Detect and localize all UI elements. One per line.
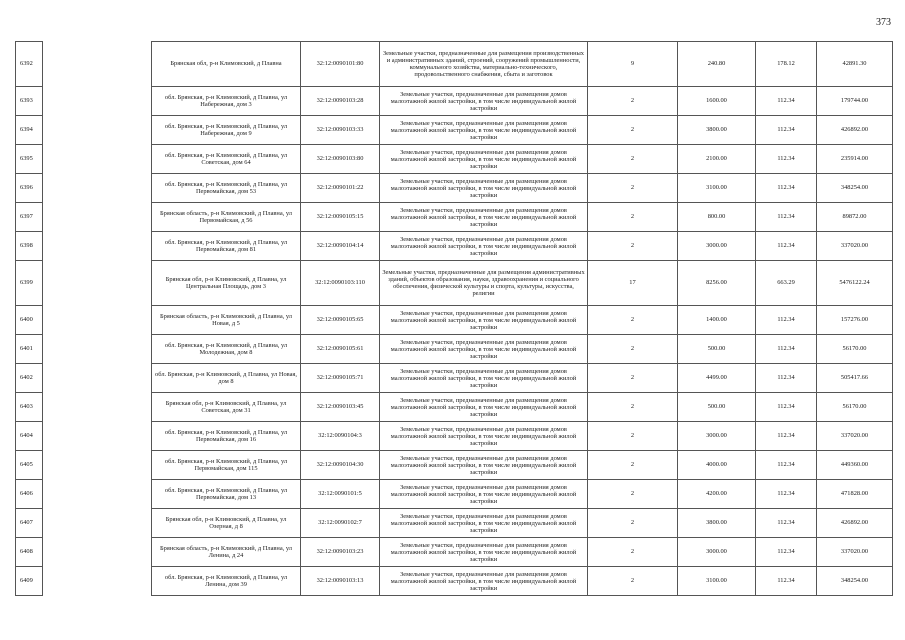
land-use-cell: Земельные участки, предназначенные для размещения домов малоэтажной жилой застройки, в том числе индивидуальной жилой застройки xyxy=(380,451,588,480)
address-cell: обл. Брянская, р-н Климовский, д Плавна, ул Новая, дом 8 xyxy=(152,364,301,393)
area-cell: 3100.00 xyxy=(678,567,756,596)
rate-cell: 112.34 xyxy=(756,393,817,422)
cadastral-number-cell: 32:12:0090105:65 xyxy=(301,306,380,335)
area-cell: 3100.00 xyxy=(678,174,756,203)
table-row xyxy=(16,567,893,596)
rate-cell: 112.34 xyxy=(756,203,817,232)
area-cell: 3000.00 xyxy=(678,422,756,451)
address-cell: Брянская область, р-н Климовский, д Плавна, ул Новая, д 5 xyxy=(152,306,301,335)
row-number: 6408 xyxy=(16,538,43,567)
cadastral-value-cell: 449360.00 xyxy=(817,451,893,480)
cadastral-number-cell: 32:12:0090105:15 xyxy=(301,203,380,232)
area-cell: 1600.00 xyxy=(678,87,756,116)
empty-cell xyxy=(43,422,152,451)
address-cell: обл. Брянская, р-н Климовский, д Плавна, ул Первомайская, дом 53 xyxy=(152,174,301,203)
empty-cell xyxy=(43,567,152,596)
cadastral-number-cell: 32:12:0090103:80 xyxy=(301,145,380,174)
table-row xyxy=(16,393,893,422)
cadastral-value-cell: 337020.00 xyxy=(817,538,893,567)
address-cell: Брянская обл, р-н Климовский, д Плавна xyxy=(152,42,301,87)
group-cell: 2 xyxy=(588,145,678,174)
row-number: 6398 xyxy=(16,232,43,261)
cadastral-value-cell: 5476122.24 xyxy=(817,261,893,306)
group-cell: 2 xyxy=(588,567,678,596)
rate-cell: 112.34 xyxy=(756,509,817,538)
group-cell: 2 xyxy=(588,393,678,422)
land-use-cell: Земельные участки, предназначенные для размещения производственных и административных зданий, строений, сооружений промышленности, коммунального хозяйства, материально-технического, продовольственного снабжения, сбыта и заготовок xyxy=(380,42,588,87)
address-cell: обл. Брянская, р-н Климовский, д Плавна, ул Первомайская, дом 13 xyxy=(152,480,301,509)
table-row xyxy=(16,335,893,364)
empty-cell xyxy=(43,42,152,87)
cadastral-number-cell: 32:12:0090103:23 xyxy=(301,538,380,567)
empty-cell xyxy=(43,87,152,116)
cadastral-number-cell: 32:12:0090101:5 xyxy=(301,480,380,509)
table-row xyxy=(16,509,893,538)
address-cell: Брянская обл, р-н Климовский, д Плавна, ул Центральная Площадь, дом 3 xyxy=(152,261,301,306)
address-cell: обл. Брянская, р-н Климовский, д Плавна, ул Первомайская, дом 16 xyxy=(152,422,301,451)
area-cell: 8256.00 xyxy=(678,261,756,306)
cadastral-value-table xyxy=(15,41,893,596)
rate-cell: 112.34 xyxy=(756,422,817,451)
area-cell: 3800.00 xyxy=(678,116,756,145)
group-cell: 2 xyxy=(588,422,678,451)
rate-cell: 112.34 xyxy=(756,87,817,116)
empty-cell xyxy=(43,364,152,393)
rate-cell: 112.34 xyxy=(756,145,817,174)
cadastral-number-cell: 32:12:0090103:45 xyxy=(301,393,380,422)
cadastral-number-cell: 32:12:0090104:14 xyxy=(301,232,380,261)
rate-cell: 112.34 xyxy=(756,567,817,596)
group-cell: 2 xyxy=(588,306,678,335)
table-body xyxy=(16,42,893,596)
land-use-cell: Земельные участки, предназначенные для размещения домов малоэтажной жилой застройки, в том числе индивидуальной жилой застройки xyxy=(380,145,588,174)
area-cell: 240.80 xyxy=(678,42,756,87)
row-number: 6399 xyxy=(16,261,43,306)
table-row xyxy=(16,116,893,145)
area-cell: 500.00 xyxy=(678,335,756,364)
area-cell: 2100.00 xyxy=(678,145,756,174)
land-use-cell: Земельные участки, предназначенные для размещения домов малоэтажной жилой застройки, в том числе индивидуальной жилой застройки xyxy=(380,509,588,538)
table-row xyxy=(16,451,893,480)
table-row xyxy=(16,422,893,451)
empty-cell xyxy=(43,261,152,306)
table-row xyxy=(16,203,893,232)
rate-cell: 112.34 xyxy=(756,232,817,261)
group-cell: 2 xyxy=(588,509,678,538)
empty-cell xyxy=(43,509,152,538)
table-row xyxy=(16,480,893,509)
cadastral-value-cell: 505417.66 xyxy=(817,364,893,393)
cadastral-number-cell: 32:12:0090104:30 xyxy=(301,451,380,480)
cadastral-number-cell: 32:12:0090103:28 xyxy=(301,87,380,116)
land-use-cell: Земельные участки, предназначенные для размещения домов малоэтажной жилой застройки, в том числе индивидуальной жилой застройки xyxy=(380,538,588,567)
rate-cell: 112.34 xyxy=(756,306,817,335)
rate-cell: 112.34 xyxy=(756,538,817,567)
land-use-cell: Земельные участки, предназначенные для размещения домов малоэтажной жилой застройки, в том числе индивидуальной жилой застройки xyxy=(380,232,588,261)
land-use-cell: Земельные участки, предназначенные для размещения домов малоэтажной жилой застройки, в том числе индивидуальной жилой застройки xyxy=(380,335,588,364)
row-number: 6393 xyxy=(16,87,43,116)
area-cell: 3000.00 xyxy=(678,538,756,567)
cadastral-number-cell: 32:12:0090104:3 xyxy=(301,422,380,451)
cadastral-number-cell: 32:12:0090101:22 xyxy=(301,174,380,203)
empty-cell xyxy=(43,232,152,261)
group-cell: 2 xyxy=(588,538,678,567)
land-use-cell: Земельные участки, предназначенные для размещения домов малоэтажной жилой застройки, в том числе индивидуальной жилой застройки xyxy=(380,174,588,203)
group-cell: 2 xyxy=(588,203,678,232)
address-cell: обл. Брянская, р-н Климовский, д Плавна, ул Набережная, дом 9 xyxy=(152,116,301,145)
cadastral-value-cell: 179744.00 xyxy=(817,87,893,116)
rate-cell: 112.34 xyxy=(756,451,817,480)
address-cell: обл. Брянская, р-н Климовский, д Плавна, ул Ленина, дом 39 xyxy=(152,567,301,596)
address-cell: обл. Брянская, р-н Климовский, д Плавна, ул Советская, дом 64 xyxy=(152,145,301,174)
rate-cell: 112.34 xyxy=(756,174,817,203)
row-number: 6406 xyxy=(16,480,43,509)
empty-cell xyxy=(43,203,152,232)
row-number: 6400 xyxy=(16,306,43,335)
cadastral-value-cell: 56170.00 xyxy=(817,335,893,364)
cadastral-value-cell: 337020.00 xyxy=(817,422,893,451)
cadastral-number-cell: 32:12:0090101:80 xyxy=(301,42,380,87)
cadastral-value-cell: 348254.00 xyxy=(817,174,893,203)
group-cell: 2 xyxy=(588,451,678,480)
cadastral-value-cell: 56170.00 xyxy=(817,393,893,422)
cadastral-value-cell: 348254.00 xyxy=(817,567,893,596)
land-use-cell: Земельные участки, предназначенные для размещения домов малоэтажной жилой застройки, в том числе индивидуальной жилой застройки xyxy=(380,364,588,393)
group-cell: 9 xyxy=(588,42,678,87)
empty-cell xyxy=(43,174,152,203)
cadastral-number-cell: 32:12:0090103:33 xyxy=(301,116,380,145)
empty-cell xyxy=(43,116,152,145)
rate-cell: 663.29 xyxy=(756,261,817,306)
land-use-cell: Земельные участки, предназначенные для размещения административных зданий, объектов образования, науки, здравоохранения и социального обеспечения, физической культуры и спорта, культуры, искусства, религии xyxy=(380,261,588,306)
empty-cell xyxy=(43,538,152,567)
area-cell: 3800.00 xyxy=(678,509,756,538)
group-cell: 2 xyxy=(588,364,678,393)
row-number: 6409 xyxy=(16,567,43,596)
area-cell: 800.00 xyxy=(678,203,756,232)
land-use-cell: Земельные участки, предназначенные для размещения домов малоэтажной жилой застройки, в том числе индивидуальной жилой застройки xyxy=(380,87,588,116)
cadastral-value-cell: 337020.00 xyxy=(817,232,893,261)
cadastral-value-cell: 235914.00 xyxy=(817,145,893,174)
land-use-cell: Земельные участки, предназначенные для размещения домов малоэтажной жилой застройки, в том числе индивидуальной жилой застройки xyxy=(380,567,588,596)
address-cell: Брянская обл, р-н Климовский, д Плавна, ул Озерная, д 8 xyxy=(152,509,301,538)
cadastral-value-cell: 426892.00 xyxy=(817,116,893,145)
cadastral-value-cell: 157276.00 xyxy=(817,306,893,335)
table-row xyxy=(16,174,893,203)
rate-cell: 178.12 xyxy=(756,42,817,87)
table-row xyxy=(16,42,893,87)
row-number: 6401 xyxy=(16,335,43,364)
cadastral-value-cell: 426892.00 xyxy=(817,509,893,538)
table-row xyxy=(16,261,893,306)
row-number: 6407 xyxy=(16,509,43,538)
group-cell: 2 xyxy=(588,174,678,203)
address-cell: обл. Брянская, р-н Климовский, д Плавна, ул Первомайская, дом 115 xyxy=(152,451,301,480)
empty-cell xyxy=(43,451,152,480)
cadastral-number-cell: 32:12:0090103:13 xyxy=(301,567,380,596)
land-use-cell: Земельные участки, предназначенные для размещения домов малоэтажной жилой застройки, в том числе индивидуальной жилой застройки xyxy=(380,306,588,335)
cadastral-value-cell: 471828.00 xyxy=(817,480,893,509)
rate-cell: 112.34 xyxy=(756,364,817,393)
area-cell: 500.00 xyxy=(678,393,756,422)
cadastral-value-cell: 42891.30 xyxy=(817,42,893,87)
land-use-cell: Земельные участки, предназначенные для размещения домов малоэтажной жилой застройки, в том числе индивидуальной жилой застройки xyxy=(380,422,588,451)
area-cell: 3000.00 xyxy=(678,232,756,261)
row-number: 6402 xyxy=(16,364,43,393)
row-number: 6405 xyxy=(16,451,43,480)
empty-cell xyxy=(43,480,152,509)
rate-cell: 112.34 xyxy=(756,116,817,145)
table-row xyxy=(16,538,893,567)
cadastral-number-cell: 32:12:0090102:7 xyxy=(301,509,380,538)
rate-cell: 112.34 xyxy=(756,335,817,364)
group-cell: 2 xyxy=(588,87,678,116)
row-number: 6403 xyxy=(16,393,43,422)
row-number: 6392 xyxy=(16,42,43,87)
table-row xyxy=(16,306,893,335)
address-cell: Брянская область, р-н Климовский, д Плавна, ул Ленина, д 24 xyxy=(152,538,301,567)
group-cell: 2 xyxy=(588,232,678,261)
group-cell: 17 xyxy=(588,261,678,306)
address-cell: Брянская обл, р-н Климовский, д Плавна, ул Советская, дом 31 xyxy=(152,393,301,422)
table-row xyxy=(16,87,893,116)
area-cell: 4000.00 xyxy=(678,451,756,480)
land-use-cell: Земельные участки, предназначенные для размещения домов малоэтажной жилой застройки, в том числе индивидуальной жилой застройки xyxy=(380,116,588,145)
group-cell: 2 xyxy=(588,335,678,364)
empty-cell xyxy=(43,145,152,174)
row-number: 6397 xyxy=(16,203,43,232)
rate-cell: 112.34 xyxy=(756,480,817,509)
land-use-cell: Земельные участки, предназначенные для размещения домов малоэтажной жилой застройки, в том числе индивидуальной жилой застройки xyxy=(380,393,588,422)
row-number: 6404 xyxy=(16,422,43,451)
row-number: 6396 xyxy=(16,174,43,203)
cadastral-number-cell: 32:12:0090105:71 xyxy=(301,364,380,393)
land-use-cell: Земельные участки, предназначенные для размещения домов малоэтажной жилой застройки, в том числе индивидуальной жилой застройки xyxy=(380,203,588,232)
cadastral-number-cell: 32:12:0090105:61 xyxy=(301,335,380,364)
cadastral-number-cell: 32:12:0090103:110 xyxy=(301,261,380,306)
group-cell: 2 xyxy=(588,116,678,145)
empty-cell xyxy=(43,306,152,335)
empty-cell xyxy=(43,393,152,422)
address-cell: обл. Брянская, р-н Климовский, д Плавна, ул Первомайская, дом 81 xyxy=(152,232,301,261)
table-row xyxy=(16,145,893,174)
cadastral-value-cell: 89872.00 xyxy=(817,203,893,232)
page-number: 373 xyxy=(876,17,891,28)
land-use-cell: Земельные участки, предназначенные для размещения домов малоэтажной жилой застройки, в том числе индивидуальной жилой застройки xyxy=(380,480,588,509)
address-cell: обл. Брянская, р-н Климовский, д Плавна, ул Молодежная, дом 8 xyxy=(152,335,301,364)
address-cell: Брянская область, р-н Климовский, д Плавна, ул Первомайская, д 56 xyxy=(152,203,301,232)
row-number: 6395 xyxy=(16,145,43,174)
area-cell: 4499.00 xyxy=(678,364,756,393)
table-row xyxy=(16,364,893,393)
empty-cell xyxy=(43,335,152,364)
row-number: 6394 xyxy=(16,116,43,145)
area-cell: 4200.00 xyxy=(678,480,756,509)
area-cell: 1400.00 xyxy=(678,306,756,335)
address-cell: обл. Брянская, р-н Климовский, д Плавна, ул Набережная, дом 3 xyxy=(152,87,301,116)
group-cell: 2 xyxy=(588,480,678,509)
table-row xyxy=(16,232,893,261)
